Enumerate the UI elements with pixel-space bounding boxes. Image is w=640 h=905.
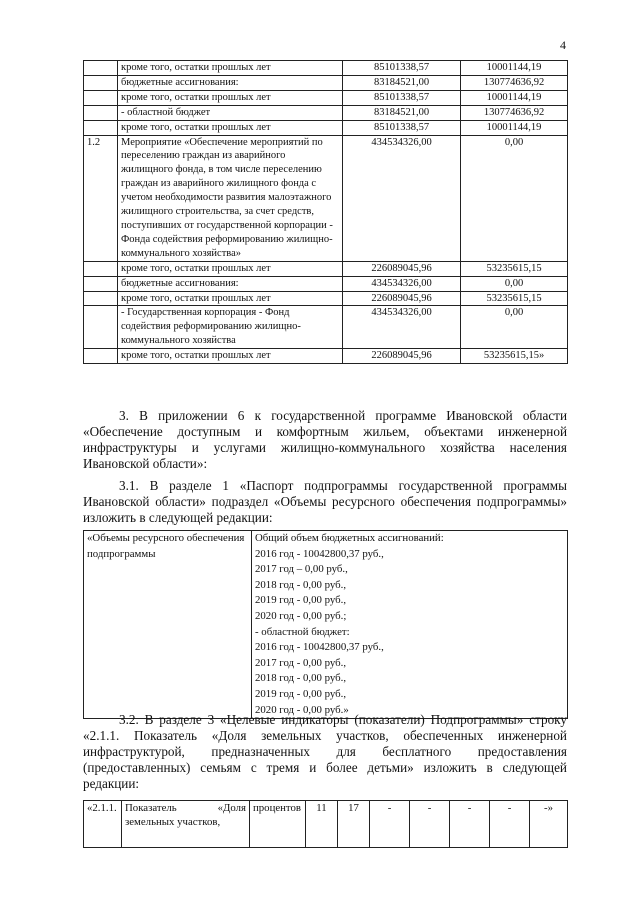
paragraph-3-1: 3.1. В разделе 1 «Паспорт подпрограммы государственной программы Ивановской области» подраздел «Объемы ресурсного обеспечения подпрограммы» изложить в следующей редакции: [83, 478, 567, 525]
row-number [84, 75, 118, 90]
row-number [84, 306, 118, 349]
indicator-cell: 11 [306, 801, 338, 848]
indicator-cell: - [370, 801, 410, 848]
indicator-cell: - [450, 801, 490, 848]
row-value-2: 0,00 [461, 276, 568, 291]
resource-table [83, 530, 568, 719]
indicator-table [83, 800, 568, 848]
row-description: кроме того, остатки прошлых лет [118, 291, 343, 306]
table-row [84, 61, 568, 76]
resource-line: 2018 год - 0,00 руб., [255, 672, 347, 685]
table-row [84, 75, 568, 90]
table-row [84, 276, 568, 291]
resource-line: 2016 год - 10042800,37 руб., [255, 547, 384, 560]
table-row [84, 261, 568, 276]
row-value-2: 10001144,19 [461, 120, 568, 135]
table-row [84, 90, 568, 105]
row-value-2: 0,00 [461, 306, 568, 349]
row-description: - Государственная корпорация - Фонд содействия реформированию жилищно-коммунального хозяйства [118, 306, 343, 349]
row-value-2: 10001144,19 [461, 90, 568, 105]
row-value-1: 226089045,96 [343, 261, 461, 276]
indicator-cell: - [410, 801, 450, 848]
row-value-2: 53235615,15 [461, 291, 568, 306]
indicator-cell: Показатель «Доля земельных участков, [122, 801, 250, 848]
row-description: кроме того, остатки прошлых лет [118, 61, 343, 76]
row-value-1: 434534326,00 [343, 276, 461, 291]
row-number [84, 120, 118, 135]
resource-line: 2019 год - 0,00 руб., [255, 687, 347, 700]
resource-line: 2018 год - 0,00 руб., [255, 578, 347, 591]
resource-line: 2017 год – 0,00 руб., [255, 563, 348, 576]
row-description: кроме того, остатки прошлых лет [118, 90, 343, 105]
paragraph-3-2: 3.2. В разделе 3 «Целевые индикаторы (показатели) Подпрограммы» строку «2.1.1. Показатель «Доля земельных участков, обеспеченных инженерной инфраструктурой, предназначенных для бесплатного предоставления (предоставленных) семьям с тремя и более детьми» изложить в следующей редакции: [83, 712, 567, 791]
row-description: кроме того, остатки прошлых лет [118, 261, 343, 276]
row-number [84, 105, 118, 120]
funding-table [83, 60, 568, 364]
row-description: - областной бюджет [118, 105, 343, 120]
row-number: 1.2 [84, 135, 118, 261]
indicator-cell: 17 [338, 801, 370, 848]
indicator-cell: - [490, 801, 530, 848]
row-description: кроме того, остатки прошлых лет [118, 120, 343, 135]
resource-line: 2020 год - 0,00 руб.; [255, 609, 347, 622]
row-value-2: 53235615,15» [461, 349, 568, 364]
row-value-2: 53235615,15 [461, 261, 568, 276]
row-value-1: 434534326,00 [343, 135, 461, 261]
indicator-row [84, 801, 568, 848]
row-value-2: 130774636,92 [461, 105, 568, 120]
row-number [84, 291, 118, 306]
row-description: бюджетные ассигнования: [118, 75, 343, 90]
table-row [84, 306, 568, 349]
row-value-1: 85101338,57 [343, 90, 461, 105]
row-value-2: 130774636,92 [461, 75, 568, 90]
resource-line: 2020 год - 0,00 руб.» [255, 703, 349, 716]
indicator-cell: -» [530, 801, 568, 848]
resource-label: «Объемы ресурсного обеспечения подпрограммы [84, 531, 252, 719]
table-row [84, 135, 568, 261]
resource-line: 2016 год - 10042800,37 руб., [255, 641, 384, 654]
row-description: кроме того, остатки прошлых лет [118, 349, 343, 364]
row-value-1: 85101338,57 [343, 61, 461, 76]
row-number [84, 261, 118, 276]
table-row [84, 291, 568, 306]
row-number [84, 90, 118, 105]
row-value-1: 226089045,96 [343, 349, 461, 364]
row-number [84, 349, 118, 364]
resource-line: 2019 год - 0,00 руб., [255, 594, 347, 607]
row-value-2: 10001144,19 [461, 61, 568, 76]
row-value-1: 83184521,00 [343, 105, 461, 120]
row-value-1: 83184521,00 [343, 75, 461, 90]
row-number [84, 61, 118, 76]
row-value-2: 0,00 [461, 135, 568, 261]
row-number [84, 276, 118, 291]
row-description: бюджетные ассигнования: [118, 276, 343, 291]
table-row [84, 105, 568, 120]
resource-values [252, 531, 568, 719]
indicator-cell: «2.1.1. [84, 801, 122, 848]
table-row [84, 349, 568, 364]
resource-line: 2017 год - 0,00 руб., [255, 656, 347, 669]
table-row [84, 120, 568, 135]
row-description: Мероприятие «Обеспечение мероприятий по переселению граждан из аварийного жилищного фонда, в том числе переселению граждан из аварийного жилищного фонда с учетом необходимости развития малоэтажного жилищного строительства, за счет средств, поступивших от государственной корпорации - Фонда содействия реформированию жилищно-коммунального хозяйства» [118, 135, 343, 261]
resource-line: - областной бюджет: [255, 625, 350, 638]
paragraph-3: 3. В приложении 6 к государственной программе Ивановской области «Обеспечение доступным и комфортным жильем, объектами инженерной инфраструктуры и услугами жилищно-коммунального хозяйства населения Ивановской области»: [83, 408, 567, 471]
resource-line: Общий объем бюджетных ассигнований: [255, 532, 444, 544]
row-value-1: 226089045,96 [343, 291, 461, 306]
row-value-1: 434534326,00 [343, 306, 461, 349]
row-value-1: 85101338,57 [343, 120, 461, 135]
indicator-cell: процентов [250, 801, 306, 848]
page-number: 4 [560, 38, 566, 52]
